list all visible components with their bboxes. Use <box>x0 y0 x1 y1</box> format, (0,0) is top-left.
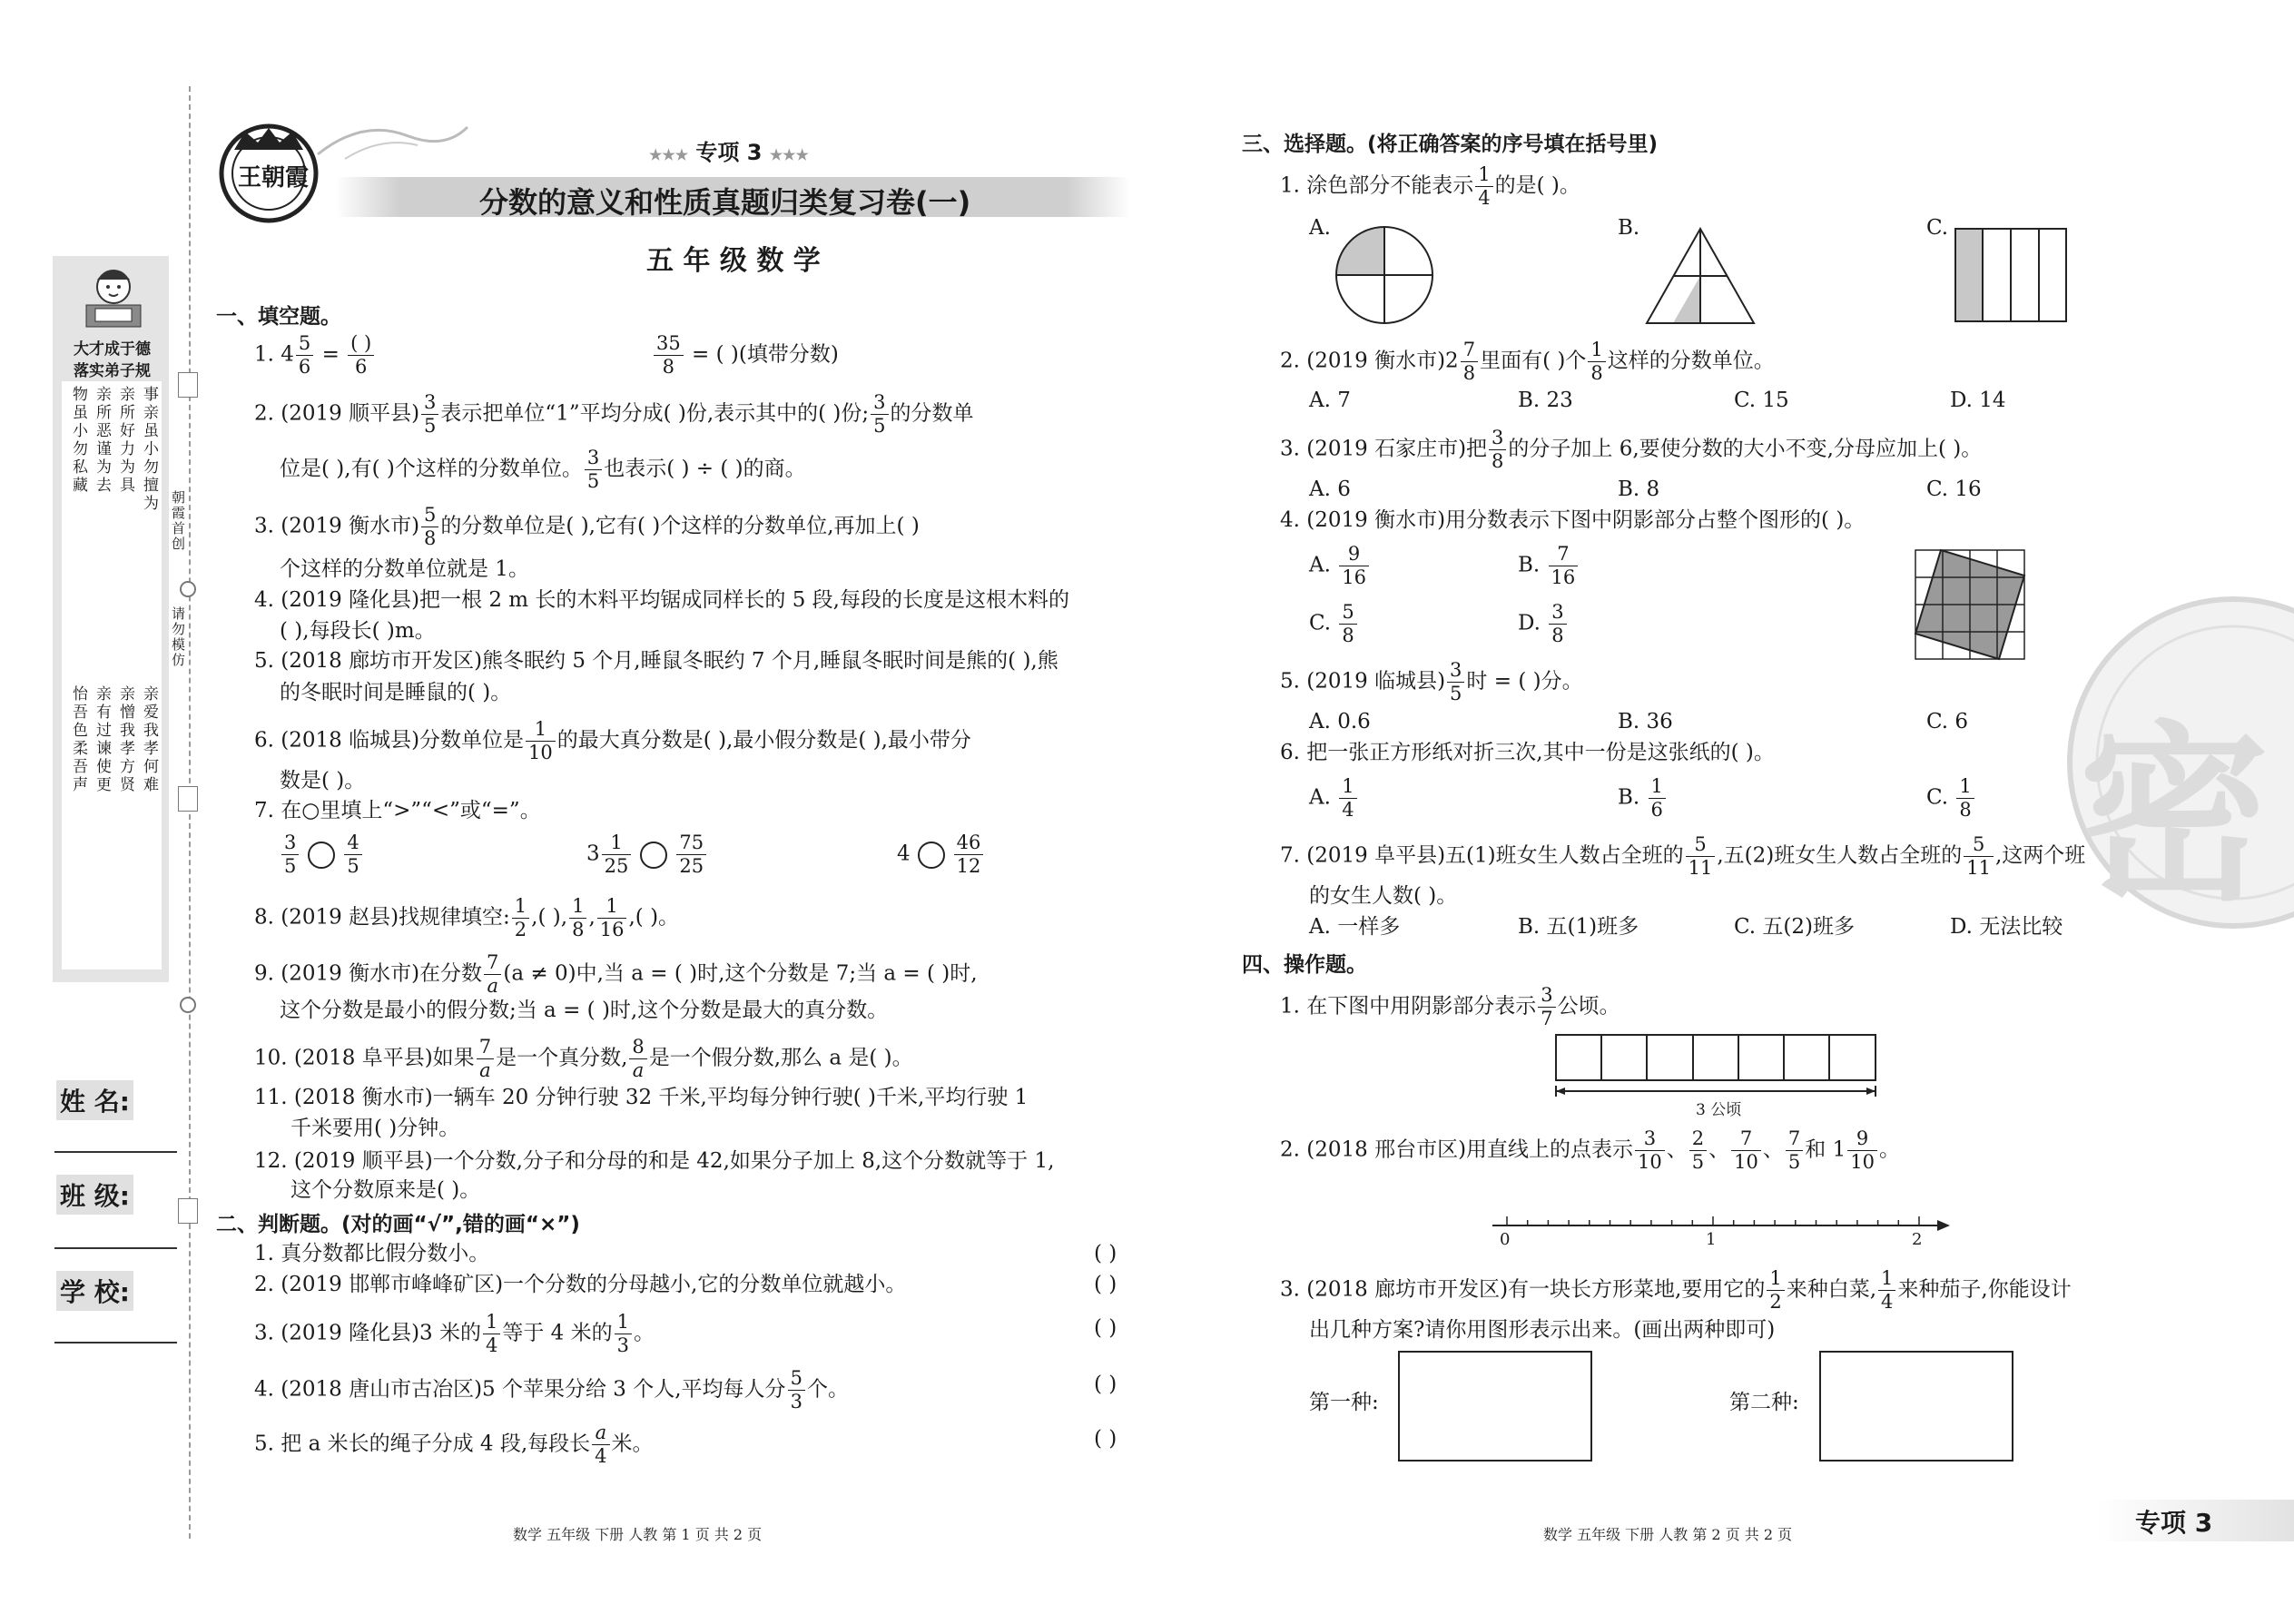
choice-2-option[interactable]: C. 15 <box>1734 389 1789 412</box>
binding-ring <box>180 997 196 1013</box>
choice-6-option-a[interactable]: A. $\frac{1}{4}$ <box>1309 777 1359 820</box>
compare-circle[interactable] <box>918 842 945 869</box>
choice-5: 5. (2019 临城县) $\frac{3}{5}$ 时 = ( )分。 <box>1280 659 1583 704</box>
question-2: 2. (2019 顺平县) $\frac{3}{5}$ 表示把单位“1”平均分成( )份,表示其中的( )份; $\frac{3}{5}$ 的分数单 <box>254 391 974 437</box>
seal-character: 密 <box>2079 704 2270 927</box>
question-4-cont: ( ),每段长( )m。 <box>280 619 436 643</box>
judge-5: 5. 把 a 米长的绳子分成 4 段,每段长 $\frac{a}{4}$ 米。 <box>254 1422 654 1467</box>
question-1: 1. 4 $\frac{5}{6}$ = ( ) 6 <box>254 334 376 377</box>
name-label: 姓 名: <box>56 1080 133 1120</box>
choice-2-option[interactable]: B. 23 <box>1518 389 1573 412</box>
choice-2-option[interactable]: D. 14 <box>1950 389 2006 412</box>
option-c-label: C. <box>1926 216 1949 240</box>
first-plan-label: 第一种: <box>1309 1391 1379 1414</box>
choice-7: 7. (2019 阜平县)五(1)班女生人数占全班的 $\frac{5}{11}$ ,五(2)班女生人数占全班的 $\frac{5}{11}$ ,这两个班 <box>1280 833 2086 879</box>
second-plan-label: 第二种: <box>1729 1391 1799 1414</box>
question-11-cont: 千米要用( )分钟。 <box>290 1117 460 1140</box>
question-2-cont: 位是( ),有( )个这样的分数单位。 $\frac{3}{5}$ 也表示( ) ÷ ( )的商。 <box>280 447 806 492</box>
binding-stamp-2: 请勿模仿 <box>170 606 186 668</box>
compare-1: $\frac{3}{5}$ $\frac{4}{5}$ <box>280 833 364 876</box>
option-b-label: B. <box>1618 216 1640 240</box>
operation-3-cont: 出几种方案?请你用图形表示出来。(画出两种即可) <box>1309 1318 1776 1342</box>
answer-paren[interactable]: ( ) <box>1094 1427 1117 1451</box>
binding-stamp-1: 朝霞首创 <box>170 490 186 552</box>
page-title: 分数的意义和性质真题归类复习卷(一) <box>479 185 971 220</box>
strips-figure <box>1952 225 2070 330</box>
binding-mark <box>178 786 198 812</box>
poem-column: 亲憎我孝方贤 <box>116 685 134 794</box>
answer-paren[interactable]: ( ) <box>1094 1316 1117 1340</box>
star-decoration: ★★★ <box>649 146 689 163</box>
section-heading-operation: 四、操作题。 <box>1242 953 1367 977</box>
judge-1: 1. 真分数都比假分数小。 <box>254 1242 490 1265</box>
choice-5-option[interactable]: B. 36 <box>1618 710 1673 733</box>
question-6: 6. (2018 临城县)分数单位是 $\frac{1}{10}$ 的最大真分数是( ),最小假分数是( ),最小带分 <box>254 718 971 763</box>
compare-3: 4 $\frac{46}{12}$ <box>897 833 985 876</box>
question-4: 4. (2019 隆化县)把一根 2 m 长的木料平均锯成同样长的 5 段,每段的长度是这根木料的 <box>254 588 1069 612</box>
answer-paren[interactable]: ( ) <box>1094 1273 1117 1296</box>
poem-column: 事亲虽小勿擅为 <box>140 386 158 513</box>
binding-mark <box>178 372 198 398</box>
axis-label-2: 2 <box>1912 1230 1923 1249</box>
axis-label-1: 1 <box>1706 1230 1717 1249</box>
choice-4-option-d[interactable]: D. $\frac{3}{8}$ <box>1518 603 1569 645</box>
name-field[interactable] <box>54 1151 177 1153</box>
school-label: 学 校: <box>56 1271 133 1311</box>
choice-5-option[interactable]: C. 6 <box>1926 710 1969 733</box>
poem-column: 亲所好力为具 <box>116 386 134 495</box>
sidebar-motto-2: 落实弟子规 <box>74 362 151 380</box>
question-8: 8. (2019 赵县)找规律填空: $\frac{1}{2}$ ,( ), $\frac{1}{8}$ , $\frac{1}{16}$ ,( )。 <box>254 895 680 940</box>
choice-6-option-b[interactable]: B. $\frac{1}{6}$ <box>1618 777 1668 820</box>
footer-right: 数学 五年级 下册 人教 第 2 页 共 2 页 <box>1543 1526 1793 1543</box>
choice-6: 6. 把一张正方形纸对折三次,其中一份是这张纸的( )。 <box>1280 741 1775 764</box>
section-tag <box>649 134 809 166</box>
ribbon-decoration <box>309 118 472 169</box>
choice-4-option-c[interactable]: C. $\frac{5}{8}$ <box>1309 603 1359 645</box>
choice-4-option-b[interactable]: B. $\frac{7}{16}$ <box>1518 545 1580 587</box>
question-11: 11. (2018 衡水市)一辆车 20 分钟行驶 32 千米,平均每分钟行驶( )千米,平均行驶 1 <box>254 1086 1029 1109</box>
choice-7-option[interactable]: C. 五(2)班多 <box>1734 915 1855 939</box>
binding-dashed-line <box>189 86 191 1539</box>
compare-2: 3 $\frac{1}{25}$ $\frac{75}{25}$ <box>586 833 708 876</box>
tilted-square-grid-figure <box>1914 548 2026 666</box>
second-plan-box[interactable] <box>1819 1351 2013 1462</box>
triangle-figure <box>1643 225 1757 332</box>
choice-5-option[interactable]: A. 0.6 <box>1309 710 1371 733</box>
poem-column: 亲爱我孝何难 <box>140 685 158 794</box>
poem-column: 亲有过谏使更 <box>93 685 111 794</box>
question-3-cont: 个这样的分数单位就是 1。 <box>280 557 529 581</box>
section-heading-fill-in: 一、填空题。 <box>216 305 341 329</box>
choice-2: 2. (2019 衡水市)2 $\frac{7}{8}$ 里面有( )个 $\frac{1}{8}$ 这样的分数单位。 <box>1280 339 1775 384</box>
question-9-cont: 这个分数是最小的假分数;当 a = ( )时,这个分数是最大的真分数。 <box>280 999 889 1022</box>
choice-7-cont: 的女生人数( )。 <box>1309 884 1458 908</box>
question-10: 10. (2018 阜平县)如果 $\frac{7}{a}$ 是一个真分数, $\frac{8}{a}$ 是一个假分数,那么 a 是( )。 <box>254 1036 913 1081</box>
poem-column: 亲所恶谨为去 <box>93 386 111 495</box>
question-3: 3. (2019 衡水市) $\frac{5}{8}$ 的分数单位是( ),它有( )个这样的分数单位,再加上( ) <box>254 504 920 549</box>
choice-3: 3. (2019 石家庄市)把 $\frac{3}{8}$ 的分子加上 6,要使分数的大小不变,分母应加上( )。 <box>1280 427 1983 472</box>
question-6-cont: 数是( )。 <box>280 769 366 792</box>
question-12-cont: 这个分数原来是( )。 <box>290 1178 481 1202</box>
question-5-cont: 的冬眠时间是睡鼠的( )。 <box>280 681 512 704</box>
poem-column: 怡吾色柔吾声 <box>69 685 87 794</box>
choice-7-option[interactable]: A. 一样多 <box>1309 915 1401 939</box>
choice-2-option[interactable]: A. 7 <box>1309 389 1351 412</box>
first-plan-box[interactable] <box>1398 1351 1592 1462</box>
school-field[interactable] <box>54 1342 177 1343</box>
binding-ring <box>180 581 196 597</box>
strip-length-label: 3 公顷 <box>1690 1097 1747 1119</box>
footer-left: 数学 五年级 下册 人教 第 1 页 共 2 页 <box>513 1526 763 1543</box>
judge-4: 4. (2018 唐山市古冶区)5 个苹果分给 3 个人,平均每人分 $\frac{5}{3}$ 个。 <box>254 1367 849 1412</box>
question-9: 9. (2019 衡水市)在分数 $\frac{7}{a}$ (a ≠ 0)中,当 a = ( )时,这个分数是 7;当 a = ( )时, <box>254 951 978 997</box>
answer-paren[interactable]: ( ) <box>1094 1242 1117 1265</box>
compare-circle[interactable] <box>308 842 335 869</box>
star-decoration: ★★★ <box>769 146 809 163</box>
operation-2: 2. (2018 邢台市区)用直线上的点表示 $\frac{3}{10}$ 、 $\frac{2}{5}$ 、 $\frac{7}{10}$ 、 $\frac{7}{5}$ 和 1 $\frac{9}{10}$ 。 <box>1280 1127 1900 1173</box>
operation-1: 1. 在下图中用阴影部分表示 $\frac{3}{7}$ 公顷。 <box>1280 984 1620 1029</box>
number-line[interactable] <box>1489 1207 1952 1249</box>
sidebar-motto-1: 大才成于德 <box>74 340 151 359</box>
binding-mark <box>178 1198 198 1224</box>
choice-7-option[interactable]: D. 无法比较 <box>1950 915 2063 939</box>
choice-3-option[interactable]: C. 16 <box>1926 477 1982 501</box>
quarter-circle-figure <box>1333 223 1436 332</box>
corner-tag-label: 专项 3 <box>2135 1508 2213 1538</box>
section-heading-choice: 三、选择题。(将正确答案的序号填在括号里) <box>1242 133 1659 156</box>
choice-3-option[interactable]: B. 8 <box>1618 477 1660 501</box>
sidebar-poem <box>64 386 162 967</box>
section-tag-label: 专项 3 <box>695 140 763 165</box>
choice-3-option[interactable]: A. 6 <box>1309 477 1351 501</box>
question-7: 7. 在○里填上“>”“<”或“=”。 <box>254 799 541 822</box>
cartoon-scholar-icon <box>73 261 154 340</box>
logo-text: 王朝霞 <box>238 164 310 192</box>
question-5: 5. (2018 廊坊市开发区)熊冬眠约 5 个月,睡鼠冬眠约 7 个月,睡鼠冬眠时间是熊的( ),熊 <box>254 649 1058 673</box>
option-a-label: A. <box>1309 216 1331 240</box>
choice-4-option-a[interactable]: A. $\frac{9}{16}$ <box>1309 545 1371 587</box>
choice-7-option[interactable]: B. 五(1)班多 <box>1518 915 1639 939</box>
class-label: 班 级: <box>56 1175 133 1215</box>
section-heading-judge: 二、判断题。(对的画“√”,错的画“×”) <box>216 1213 580 1236</box>
axis-label-0: 0 <box>1500 1230 1511 1249</box>
page-subtitle: 五 年 级 数 学 <box>646 245 821 277</box>
class-field[interactable] <box>54 1247 177 1249</box>
judge-3: 3. (2019 隆化县)3 米的 $\frac{1}{4}$ 等于 4 米的 $\frac{1}{3}$ 。 <box>254 1311 655 1356</box>
choice-6-option-c[interactable]: C. $\frac{1}{8}$ <box>1926 777 1976 820</box>
choice-1: 1. 涂色部分不能表示 $\frac{1}{4}$ 的是( )。 <box>1280 163 1580 209</box>
compare-circle[interactable] <box>640 842 667 869</box>
question-1-b: $\frac{35}{8}$ = ( )(填带分数) <box>652 334 839 377</box>
operation-3: 3. (2018 廊坊市开发区)有一块长方形菜地,要用它的 $\frac{1}{2}$ 来种白菜, $\frac{1}{4}$ 来种茄子,你能设计 <box>1280 1267 2072 1313</box>
question-12: 12. (2019 顺平县)一个分数,分子和分母的和是 42,如果分子加上 8,这个分数就等于 1, <box>254 1149 1055 1173</box>
judge-2: 2. (2019 邯郸市峰峰矿区)一个分数的分母越小,它的分数单位就越小。 <box>254 1273 907 1296</box>
answer-paren[interactable]: ( ) <box>1094 1373 1117 1396</box>
poem-column: 物虽小勿私藏 <box>69 386 87 495</box>
choice-4: 4. (2019 衡水市)用分数表示下图中阴影部分占整个图形的( )。 <box>1280 508 1866 532</box>
